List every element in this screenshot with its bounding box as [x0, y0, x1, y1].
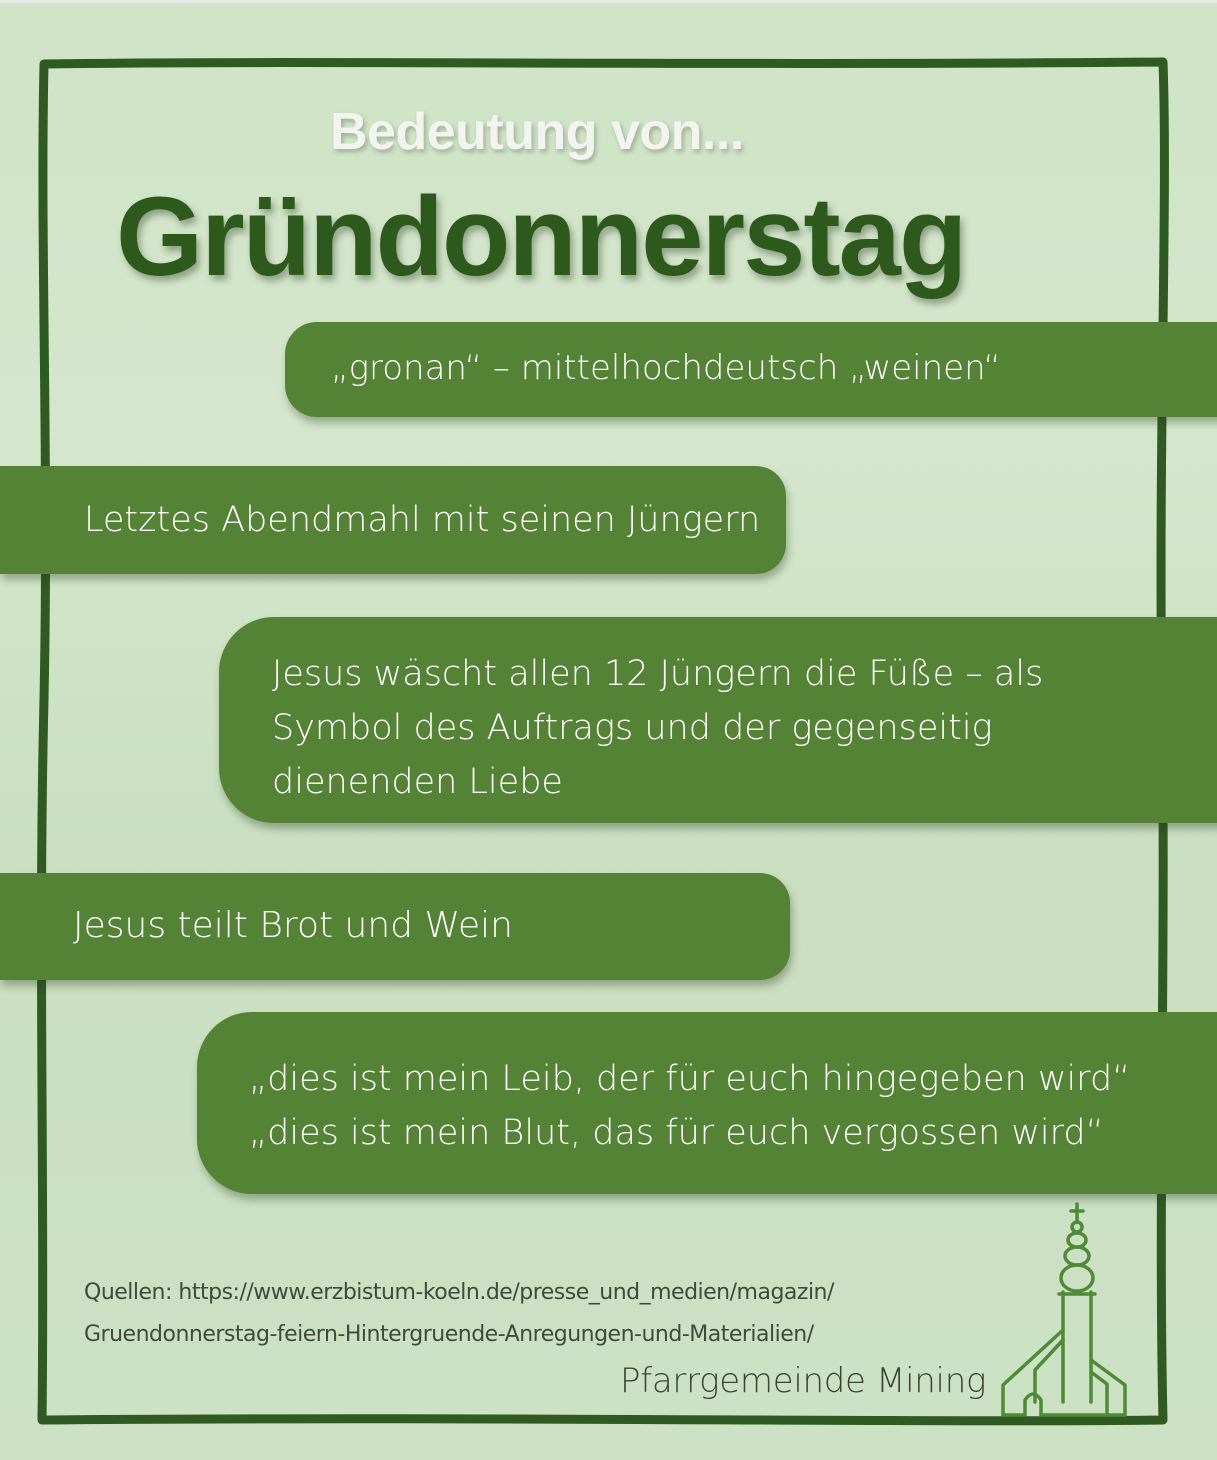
meaning-box-bread-wine — [0, 873, 790, 980]
meaning-text: Letztes Abendmahl mit seinen Jüngern — [84, 500, 761, 540]
meaning-text: Jesus teilt Brot und Wein — [73, 905, 513, 946]
meaning-text: „dies ist mein Leib, der für euch hingegeben wird“ „dies ist mein Blut, das für euch vergossen wird“ — [249, 1059, 1131, 1153]
meaning-text: „gronan“ – mittelhochdeutsch „weinen“ — [331, 348, 1001, 388]
church-outline-icon — [995, 1200, 1135, 1420]
parish-name: Pfarrgemeinde Mining — [620, 1361, 987, 1401]
meaning-box-quotes — [197, 1012, 1217, 1194]
meaning-box-last-supper — [0, 466, 786, 574]
page-title: Gründonnerstag — [116, 174, 966, 299]
meaning-text: Jesus wäscht allen 12 Jüngern die Füße – als Symbol des Auftrags und der gegenseitig dienenden Liebe — [272, 654, 1044, 802]
subtitle: Bedeutung von... — [330, 103, 744, 161]
sources-text: Quellen: https://www.erzbistum-koeln.de/presse_und_medien/magazin/ Gruendonnerstag-feiern-Hintergruende-Anregungen-und-Materialien/ — [84, 1280, 834, 1347]
meaning-box-etymology — [285, 322, 1217, 417]
meaning-box-foot-washing — [219, 617, 1217, 823]
